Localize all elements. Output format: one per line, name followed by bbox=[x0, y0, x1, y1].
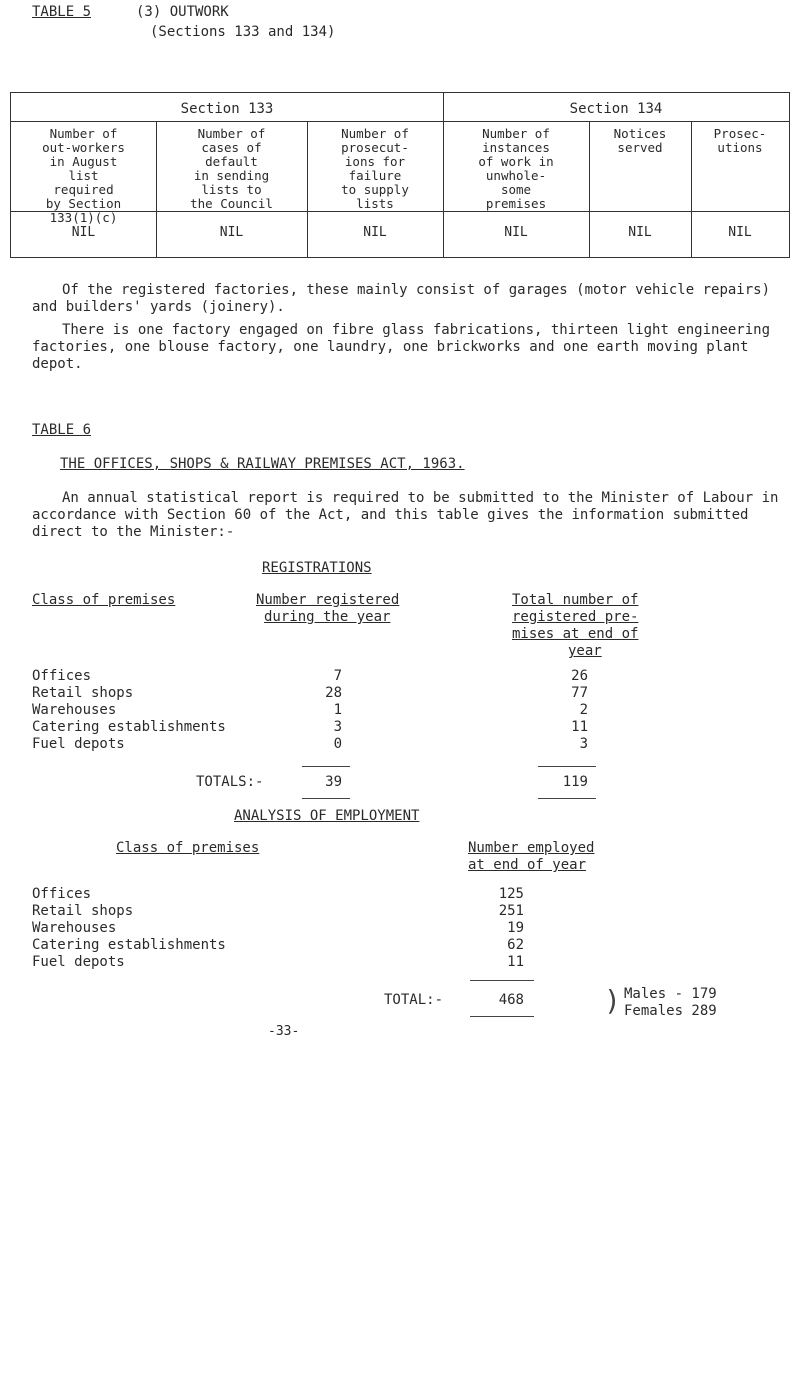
outwork-value: NIL bbox=[628, 225, 652, 240]
reg-totals-label: TOTALS:- bbox=[196, 774, 264, 790]
reg-row: Offices bbox=[32, 668, 92, 684]
emp-row: Offices bbox=[32, 886, 92, 902]
emp-row: Fuel depots bbox=[32, 954, 125, 970]
reg-registered-value: 28 bbox=[325, 685, 342, 701]
outwork-col5-header: Notices served bbox=[613, 126, 667, 155]
brace-icon: ) bbox=[604, 984, 621, 1017]
reg-registered-value: 0 bbox=[333, 736, 342, 752]
emp-row: Warehouses bbox=[32, 920, 117, 936]
emp-total-label: TOTAL:- bbox=[384, 992, 444, 1008]
emp-value: 11 bbox=[507, 954, 524, 970]
outwork-value: NIL bbox=[71, 225, 96, 240]
emp-females: Females 289 bbox=[624, 1003, 717, 1019]
outwork-col2-header: Number of cases of default in sending lists to the Council bbox=[190, 126, 273, 211]
reg-total-value: 11 bbox=[571, 719, 588, 735]
reg-total-value: 2 bbox=[579, 702, 588, 718]
emp-total-value: 468 bbox=[498, 992, 524, 1008]
emp-value: 125 bbox=[498, 886, 524, 902]
emp-employed-header: Number employed at end of year bbox=[468, 840, 595, 873]
reg-totals-registered: 39 bbox=[325, 774, 342, 790]
reg-registered-header: Number registered during the year bbox=[256, 592, 400, 625]
reg-total-value: 77 bbox=[571, 685, 588, 701]
outwork-value: NIL bbox=[363, 225, 387, 240]
emp-value: 62 bbox=[507, 937, 524, 953]
reg-registered-value: 7 bbox=[333, 668, 342, 684]
reg-row: Retail shops bbox=[32, 685, 134, 701]
emp-row: Retail shops bbox=[32, 903, 134, 919]
section-134-heading: Section 134 bbox=[569, 101, 663, 117]
reg-totals-total: 119 bbox=[562, 774, 588, 790]
table5-label: TABLE 5 bbox=[32, 4, 92, 20]
emp-class-header: Class of premises bbox=[116, 840, 260, 856]
reg-total-header: Total number of registered pre- mises at end of year bbox=[512, 592, 639, 659]
outwork-col3-header: Number of prosecut- ions for failure to supply lists bbox=[341, 126, 409, 211]
page-number: -33- bbox=[268, 1024, 300, 1039]
reg-sum-rule bbox=[302, 798, 350, 799]
table5-subtitle: (Sections 133 and 134) bbox=[150, 24, 336, 40]
emp-sum-rule bbox=[470, 1016, 534, 1017]
emp-males: Males - 179 bbox=[624, 986, 717, 1002]
reg-total-value: 3 bbox=[579, 736, 588, 752]
factory-types-paragraph: There is one factory engaged on fibre glass fabrications, thirteen light engineering factories, one blouse factory, one laundry, one brickworks and one earth moving plant depot. bbox=[32, 322, 771, 372]
table6-label: TABLE 6 bbox=[32, 422, 92, 438]
reg-registered-value: 3 bbox=[333, 719, 342, 735]
registrations-heading: REGISTRATIONS bbox=[262, 560, 372, 576]
table6-title: THE OFFICES, SHOPS & RAILWAY PREMISES ACT, 1963. bbox=[60, 456, 465, 472]
reg-registered-value: 1 bbox=[333, 702, 342, 718]
reg-row: Warehouses bbox=[32, 702, 117, 718]
reg-sum-rule bbox=[302, 766, 350, 767]
outwork-value: NIL bbox=[728, 225, 752, 240]
reg-row: Fuel depots bbox=[32, 736, 125, 752]
outwork-col1-header: Number of out-workers in August list required by Section 133(1)(c) bbox=[42, 126, 125, 225]
reg-row: Catering establishments bbox=[32, 719, 226, 735]
outwork-value: NIL bbox=[219, 225, 244, 240]
reg-class-header: Class of premises bbox=[32, 592, 176, 608]
table5-title: (3) OUTWORK bbox=[136, 4, 229, 20]
emp-sum-rule bbox=[470, 980, 534, 981]
section-133-heading: Section 133 bbox=[180, 101, 274, 117]
factories-paragraph: Of the registered factories, these mainly consist of garages (motor vehicle repairs) and builders' yards (joinery). bbox=[32, 282, 771, 315]
emp-value: 19 bbox=[507, 920, 524, 936]
outwork-col6-header: Prosec- utions bbox=[713, 126, 767, 155]
outwork-col4-header: Number of instances of work in unwhole- some premises bbox=[478, 126, 554, 211]
outwork-table bbox=[10, 92, 790, 258]
table6-intro: An annual statistical report is required to be submitted to the Minister of Labour in accordance with Section 60 of the Act, and this table gives the information submitted direct to the Minister:- bbox=[32, 490, 779, 540]
outwork-value: NIL bbox=[504, 225, 528, 240]
emp-value: 251 bbox=[498, 903, 524, 919]
employment-heading: ANALYSIS OF EMPLOYMENT bbox=[234, 808, 420, 824]
reg-sum-rule bbox=[538, 798, 596, 799]
reg-sum-rule bbox=[538, 766, 596, 767]
emp-row: Catering establishments bbox=[32, 937, 226, 953]
reg-total-value: 26 bbox=[571, 668, 588, 684]
